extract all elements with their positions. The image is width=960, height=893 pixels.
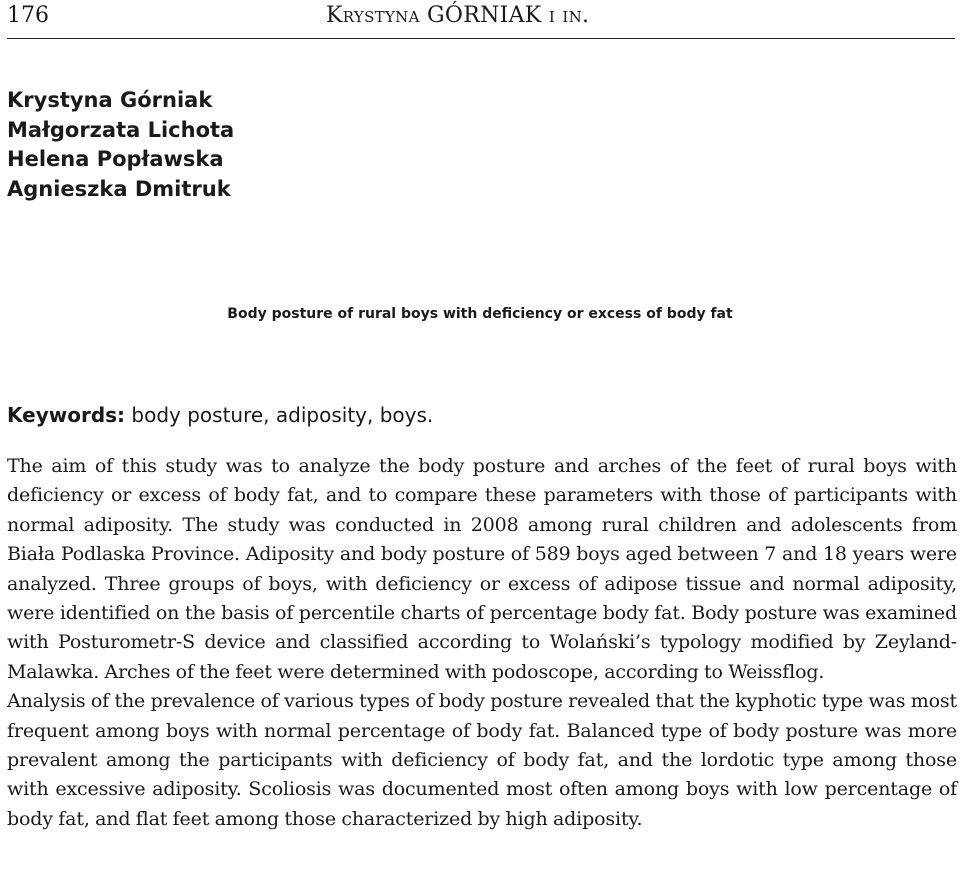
keywords-label: Keywords: xyxy=(7,403,126,427)
author-name: Małgorzata Lichota xyxy=(7,117,235,142)
author-name: Krystyna Górniak xyxy=(7,88,213,112)
keywords-line xyxy=(7,401,433,429)
article-title: Body posture of rural boys with deficiency or excess of body fat xyxy=(227,306,733,322)
abstract-paragraph: The aim of this study was to analyze the body posture and arches of the feet of rural boys with deficiency or excess of body fat, and to compare these parameters with those of participants with normal adiposity. The study was conducted in 2008 among rural children and adolescents from Biała Podlaska Province. Adiposity and body posture of 589 boys aged between 7 and 18 years were analyzed. Three groups of boys, with deficiency or excess of adipose tissue and normal adiposity, were identified on the basis of percentile charts of percentage body fat. Body posture was examined with Posturometr-S device and classified according to Wolański’s typology modified by Zeyland-Malawka. Arches of the feet were determined with podoscope, according to Weissflog. xyxy=(7,455,957,683)
page-number: 176 xyxy=(7,3,49,28)
keywords-text: body posture, adiposity, boys. xyxy=(131,403,434,427)
running-title: Krystyna GÓRNIAK i in. xyxy=(326,3,590,28)
author-name: Agnieszka Dmitruk xyxy=(7,176,231,201)
author-name: Helena Popławska xyxy=(7,147,224,171)
abstract-paragraph: Analysis of the prevalence of various types of body posture revealed that the kyphotic type was most frequent among boys with normal percentage of body fat. Balanced type of body posture was more prevalent among the participants with deficiency of body fat, and the lordotic type among those with excessive adiposity. Scoliosis was documented most often among boys with low percentage of body fat, and flat feet among those characterized by high adiposity. xyxy=(7,690,957,830)
author-list xyxy=(7,86,234,204)
running-head xyxy=(7,0,955,39)
abstract xyxy=(7,452,957,834)
